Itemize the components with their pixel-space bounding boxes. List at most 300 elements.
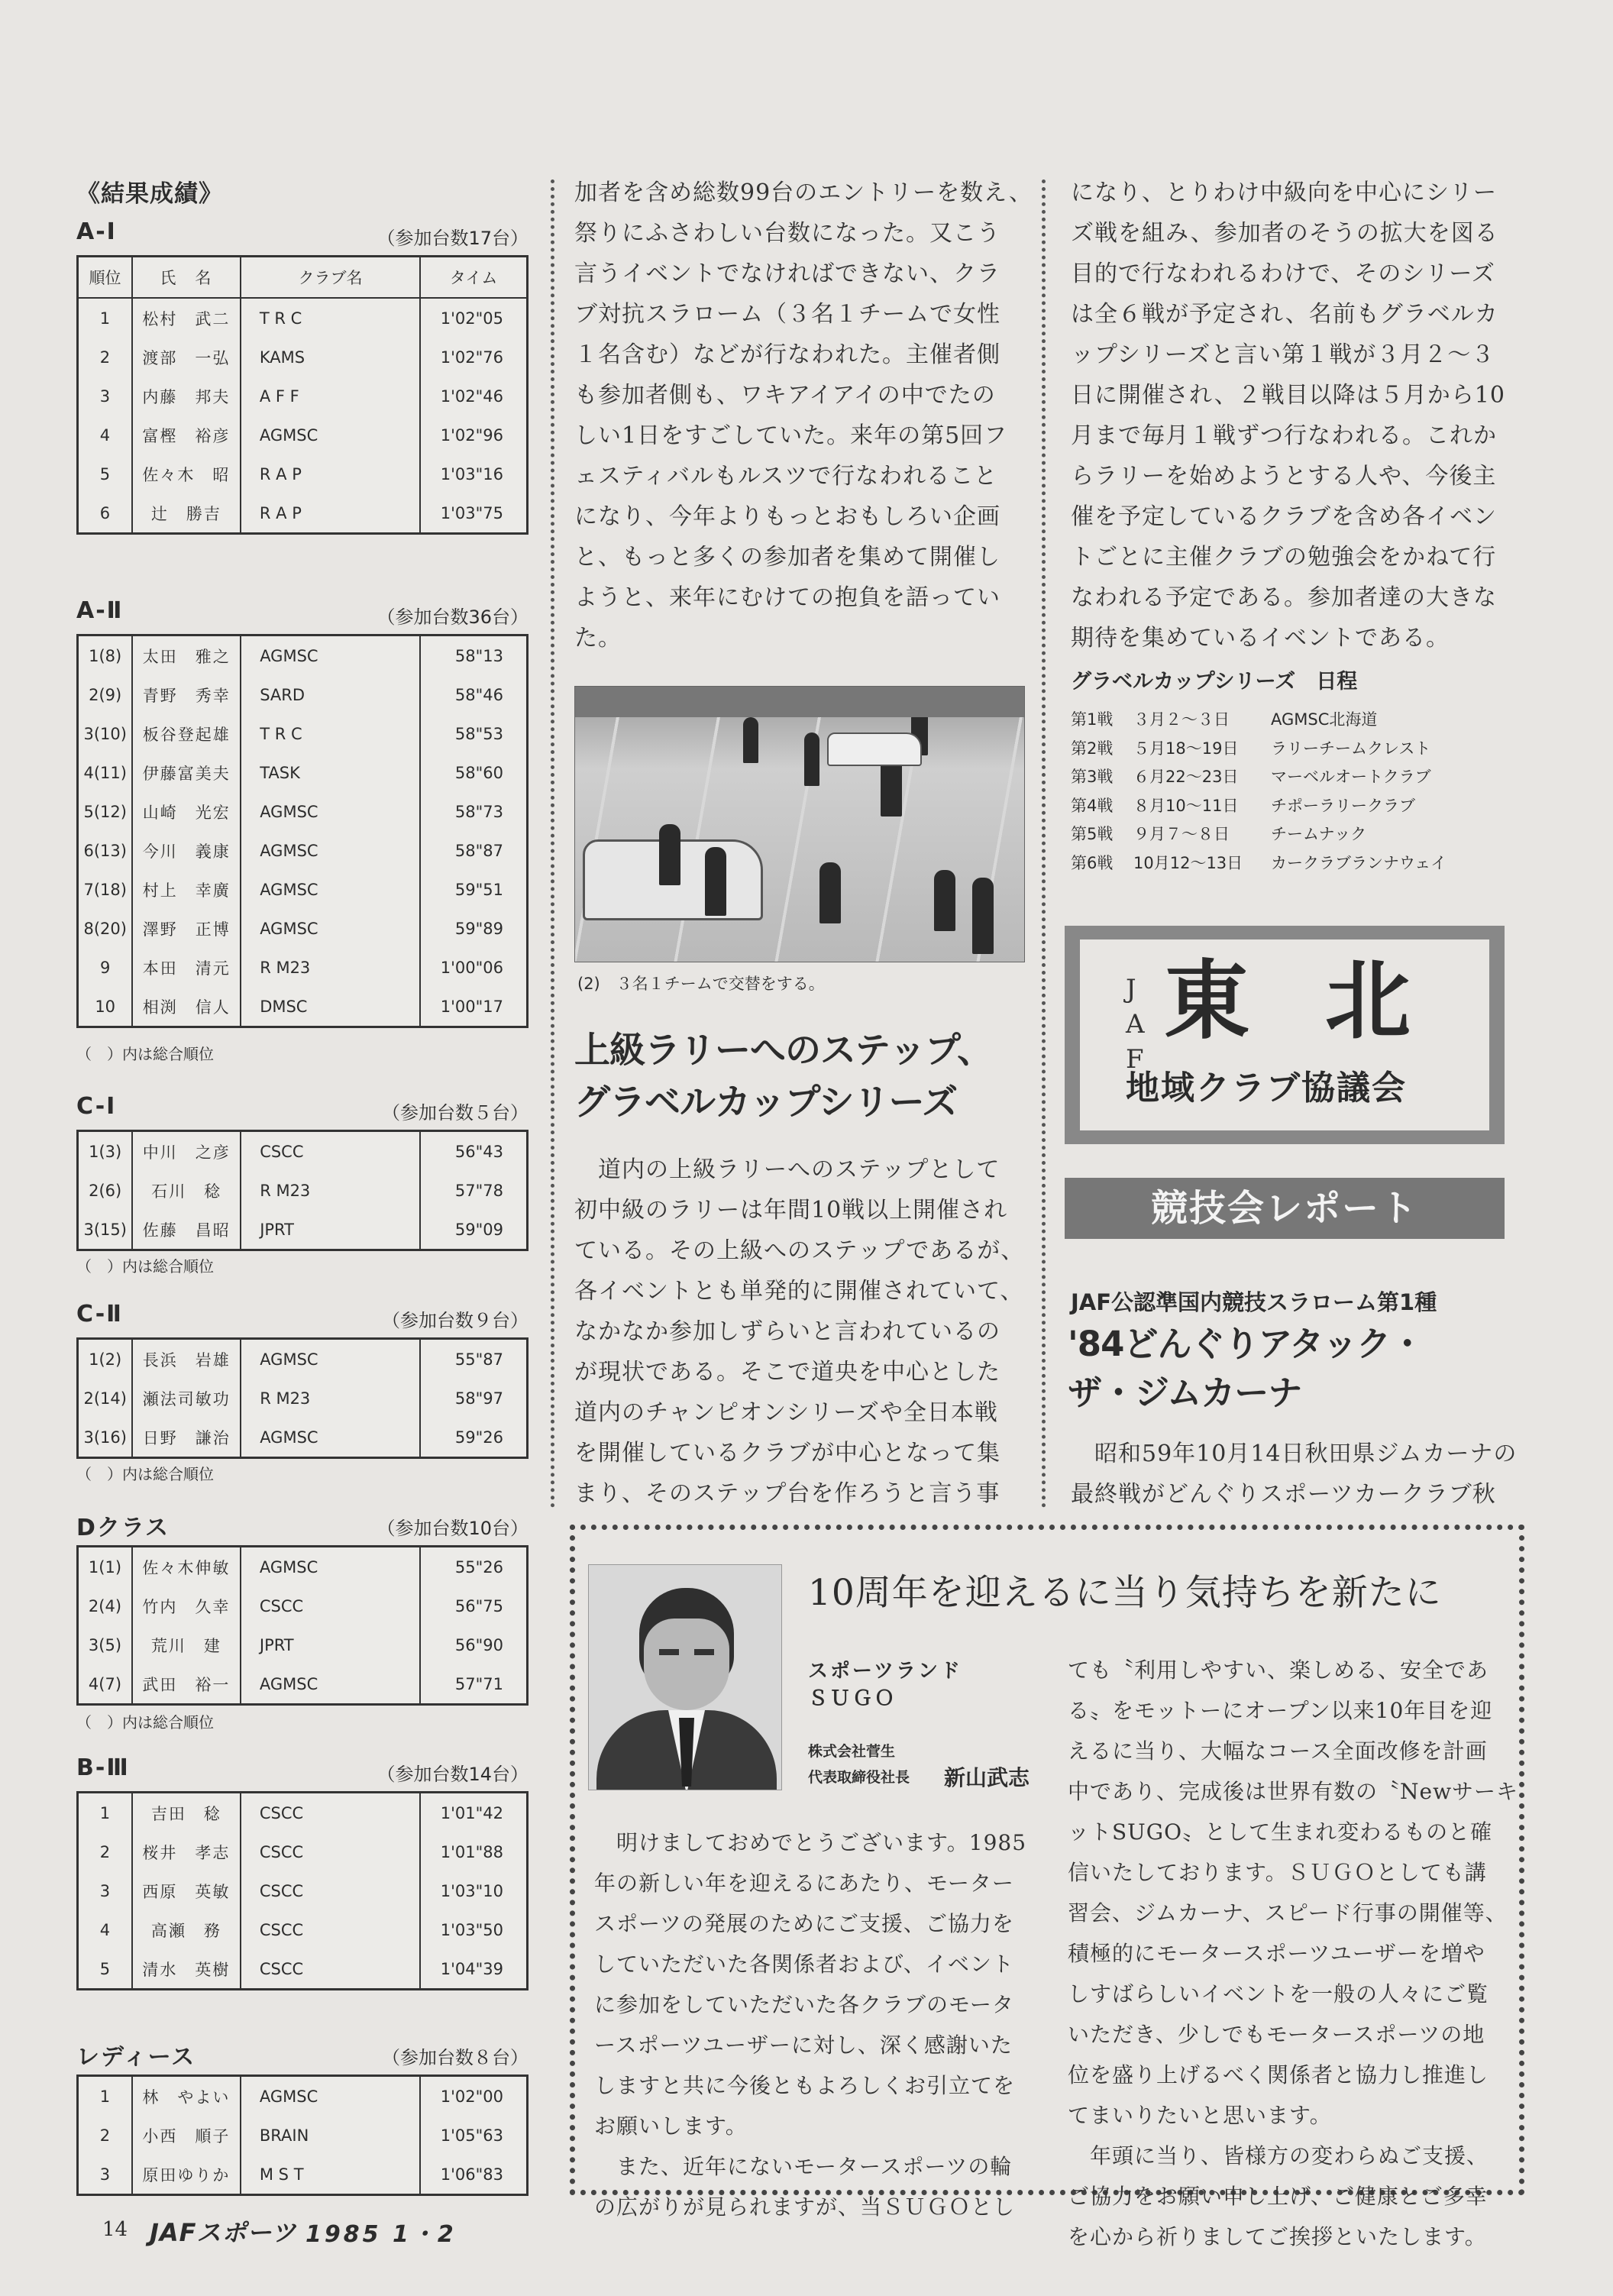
name-cell: 吉田 稔 xyxy=(132,1793,241,1833)
table-row xyxy=(78,1418,528,1458)
club-cell: CSCC xyxy=(241,1832,420,1871)
rank-cell: 3(5) xyxy=(78,1625,132,1664)
table-row xyxy=(78,714,528,753)
sugo-company: 株式会社菅生 代表取締役社長 xyxy=(808,1743,910,1786)
table-row xyxy=(78,1910,528,1949)
name-cell: 武田 裕一 xyxy=(132,1664,241,1705)
text-line: 目的で行なわれるわけで、そのシリーズ xyxy=(1071,260,1495,287)
entry-count: （参加台数５台） xyxy=(382,1102,529,1124)
text-line: 明けましておめでとうございます。1985 xyxy=(594,1830,1027,1855)
schedule-cell: 第2戦 xyxy=(1071,739,1114,758)
text-line: '84どんぐりアタック・ xyxy=(1068,1324,1424,1364)
name-cell: 富樫 裕彦 xyxy=(132,416,241,454)
sugo-title: 10周年を迎えるに当り気持ちを新たに xyxy=(808,1572,1442,1614)
time-cell: 58"13 xyxy=(454,646,503,665)
club-cell: AGMSC xyxy=(241,1339,420,1379)
time-cell: 1'02"05 xyxy=(440,309,503,328)
rank-cell: 6(13) xyxy=(78,831,133,870)
name-cell: 青野 秀幸 xyxy=(132,675,241,714)
text-line: トごとに主催クラブの勉強会をかねて行 xyxy=(1071,544,1497,571)
name-cell: 佐々木 昭 xyxy=(132,454,241,493)
class-header xyxy=(76,1509,529,1539)
logo-subtitle: 地域クラブ協議会 xyxy=(1126,1069,1407,1108)
name-cell: 内藤 邦夫 xyxy=(132,377,241,416)
time-cell: 1'06"83 xyxy=(440,2165,503,2184)
text-line: 年の新しい年を迎えるにあたり、モーター xyxy=(594,1871,1014,1896)
time-cell: 1'00"06 xyxy=(440,958,503,977)
tohoku-logo xyxy=(1065,926,1505,1144)
rank-cell: 8(20) xyxy=(78,909,133,948)
competition-report-banner: 競技会レポート xyxy=(1065,1178,1505,1239)
text-line: 道内の上級ラリーへのステップとして xyxy=(574,1156,1000,1183)
rank-cell: 3(15) xyxy=(78,1210,133,1250)
class-header xyxy=(76,1301,529,1331)
club-cell: AGMSC xyxy=(241,909,420,948)
time-cell: 1'03"75 xyxy=(440,503,503,522)
results-table xyxy=(76,634,529,1028)
text-line: ても〝利用しやすい、楽しめる、安全であ xyxy=(1068,1657,1489,1683)
name-cell: 今川 義康 xyxy=(132,831,241,870)
text-line: 年頭に当り、皆様方の変わらぬご支援、 xyxy=(1068,2143,1489,2168)
text-line: も参加者側も、ワキアイアイの中でたの xyxy=(574,382,996,409)
name-cell: 伊藤富美夫 xyxy=(132,753,241,792)
time-cell: 57"78 xyxy=(454,1181,503,1200)
club-cell: AGMSC xyxy=(241,2076,420,2117)
rank-cell: 2(9) xyxy=(78,675,133,714)
text-line: 各イベントとも単発的に開催されていて、 xyxy=(574,1278,1024,1305)
rank-cell: 10 xyxy=(78,987,133,1027)
rank-cell: 5 xyxy=(78,454,132,493)
text-line: しますと共に今後ともよろしくお引立てを xyxy=(594,2073,1016,2098)
time-cell: 58"73 xyxy=(454,802,503,821)
club-cell: R A P xyxy=(241,493,420,534)
text-line: グラベルカップシリーズ xyxy=(574,1082,958,1124)
time-cell: 58"46 xyxy=(454,685,503,704)
schedule-cell: チームナック xyxy=(1271,825,1367,843)
table-row xyxy=(78,909,528,948)
text-line: 加者を含め総数99台のエントリーを数え、 xyxy=(574,179,1033,206)
table-row xyxy=(78,2116,528,2155)
time-cell: 59"26 xyxy=(454,1428,503,1447)
name-cell: 林 やよい xyxy=(132,2076,241,2117)
table-row xyxy=(78,1664,528,1705)
schedule-cell: 10月12～13日 xyxy=(1133,853,1243,872)
sugo-org: スポーツランド ＳＵＧＯ xyxy=(808,1660,962,1710)
name-cell: 太田 雅之 xyxy=(132,635,241,676)
name-cell: 村上 幸廣 xyxy=(132,870,241,909)
club-cell: R M23 xyxy=(241,1171,420,1210)
table-row xyxy=(78,377,528,416)
schedule-cell: ８月10～11日 xyxy=(1133,796,1239,815)
class-header xyxy=(76,597,529,628)
text-line: 信いたしております。ＳＵＧＯとしても講 xyxy=(1068,1860,1487,1885)
logo-region: 東 北 xyxy=(1164,952,1434,1051)
time-cell: 1'01"42 xyxy=(440,1803,503,1822)
table-row xyxy=(78,987,528,1027)
logo-jaf: J A F xyxy=(1126,974,1145,1075)
table-row xyxy=(78,1547,528,1587)
name-cell: 辻 勝吉 xyxy=(132,493,241,534)
text-line: ブ対抗スラローム（３名１チームで女性 xyxy=(574,301,1000,328)
text-line: ている。その上級へのステップであるが、 xyxy=(574,1237,1025,1264)
club-cell: A F F xyxy=(241,377,420,416)
time-cell: 1'02"46 xyxy=(440,386,503,406)
text-line: なかなか参加しずらいと言われているの xyxy=(574,1318,1000,1345)
schedule-cell: 第1戦 xyxy=(1071,710,1114,729)
text-line: てまいりたいと思います。 xyxy=(1068,2103,1332,2128)
name-cell: 石川 稔 xyxy=(132,1171,241,1210)
name-cell: 板谷登起雄 xyxy=(132,714,241,753)
name-cell: 西原 英敏 xyxy=(132,1871,241,1910)
text-line: を開催しているクラブが中心となって集 xyxy=(574,1440,1000,1467)
text-line: ご協力をお願い申し上げ、ご健康とご多幸 xyxy=(1068,2184,1488,2209)
text-line: は全６戦が予定され、名前もグラベルカ xyxy=(1071,301,1498,328)
schedule-cell: ラリーチームクレスト xyxy=(1271,739,1431,758)
table-row xyxy=(78,675,528,714)
club-cell: CSCC xyxy=(241,1586,420,1625)
schedule-row xyxy=(1071,851,1469,880)
header-rank: 順位 xyxy=(78,257,132,299)
event-photo xyxy=(574,686,1025,962)
name-cell: 中川 之彦 xyxy=(132,1131,241,1172)
club-cell: AGMSC xyxy=(241,1418,420,1458)
sugo-body-left xyxy=(594,1822,1052,2227)
text-line: しすばらしいイベントを一般の人々にご覧 xyxy=(1068,1981,1489,2007)
donguri-article-body xyxy=(1071,1434,1529,1515)
overall-rank-note: （ ）内は総合順位 xyxy=(76,1713,214,1732)
table-row xyxy=(78,1625,528,1664)
text-line: を心から祈りましてご挨拶といたします。 xyxy=(1068,2224,1487,2249)
rank-cell: 3(16) xyxy=(78,1418,133,1458)
text-line: 昭和59年10月14日秋田県ジムカーナの xyxy=(1071,1441,1518,1467)
text-line: 祭りにふさわしい台数になった。又こう xyxy=(574,220,1000,247)
magazine-name: JAFスポーツ xyxy=(150,2218,297,2247)
schedule-cell: ９月７～８日 xyxy=(1133,825,1230,843)
club-cell: CSCC xyxy=(241,1871,420,1910)
entry-count: （参加台数９台） xyxy=(382,1310,529,1331)
text-line: 道内のチャンピオンシリーズや全日本戦 xyxy=(574,1399,998,1426)
schedule-title: グラベルカップシリーズ 日程 xyxy=(1071,670,1358,694)
rank-cell: 3 xyxy=(78,2155,132,2195)
club-cell: M S T xyxy=(241,2155,420,2195)
club-cell: AGMSC xyxy=(241,870,420,909)
header-name: 氏 名 xyxy=(132,257,241,299)
schedule-row xyxy=(1071,794,1469,823)
schedule-cell: AGMSC北海道 xyxy=(1271,710,1378,729)
schedule-row xyxy=(1071,765,1469,794)
text-line: まり、そのステップ台を作ろうと言う事 xyxy=(574,1480,1000,1507)
table-row xyxy=(78,1586,528,1625)
results-table xyxy=(76,255,529,535)
text-line: 催を予定しているクラブを含め各イベン xyxy=(1071,503,1497,530)
overall-rank-note: （ ）内は総合順位 xyxy=(76,1045,214,1063)
table-row xyxy=(78,1171,528,1210)
schedule-row xyxy=(1071,822,1469,851)
text-line: ットSUGO〟として生まれ変わるものと確 xyxy=(1068,1819,1493,1845)
club-cell: CSCC xyxy=(241,1793,420,1833)
column-separator-right xyxy=(1042,179,1046,1509)
table-row xyxy=(78,831,528,870)
column-separator-left xyxy=(551,179,554,1509)
class-header xyxy=(76,218,529,249)
text-line: る〟をモットーにオープン以来10年目を迎 xyxy=(1068,1698,1493,1723)
rank-cell: 4(7) xyxy=(78,1664,132,1705)
name-cell: 渡部 一弘 xyxy=(132,338,241,377)
time-cell: 1'04"39 xyxy=(440,1959,503,1978)
gravel-article-continued xyxy=(1071,173,1529,658)
name-cell: 竹内 久幸 xyxy=(132,1586,241,1625)
rank-cell: 2(14) xyxy=(78,1379,133,1418)
name-cell: 山崎 光宏 xyxy=(132,792,241,831)
entry-count: （参加台数８台） xyxy=(382,2047,529,2068)
text-line: いただき、少しでもモータースポーツの地 xyxy=(1068,2022,1485,2047)
club-cell: T R C xyxy=(241,298,420,338)
class-name: A-Ⅱ xyxy=(76,597,124,624)
gravel-article-body xyxy=(574,1150,1033,1514)
text-line: しい1日をすごしていた。来年の第5回フ xyxy=(574,422,1008,449)
club-cell: TASK xyxy=(241,753,420,792)
rank-cell: 1(3) xyxy=(78,1131,133,1172)
rank-cell: 1 xyxy=(78,298,132,338)
name-cell: 荒川 建 xyxy=(132,1625,241,1664)
schedule-cell: チポーラリークラブ xyxy=(1271,796,1415,815)
schedule-cell: 第4戦 xyxy=(1071,796,1114,815)
text-line: になり、とりわけ中級向を中心にシリー xyxy=(1071,179,1497,206)
rank-cell: 1 xyxy=(78,2076,132,2117)
table-row xyxy=(78,870,528,909)
class-name: Dクラス xyxy=(76,1515,170,1541)
text-line: えるに当り、大幅なコース全面改修を計画 xyxy=(1068,1738,1488,1764)
table-row xyxy=(78,1210,528,1250)
class-header xyxy=(76,1093,529,1124)
rank-cell: 9 xyxy=(78,948,133,987)
text-line: が現状である。そこで道央を中心とした xyxy=(574,1359,1000,1386)
club-cell: CSCC xyxy=(241,1949,420,1990)
time-cell: 55"87 xyxy=(454,1350,503,1369)
class-header xyxy=(76,1754,529,1785)
club-cell: R M23 xyxy=(241,1379,420,1418)
time-cell: 59"51 xyxy=(454,880,503,899)
club-cell: R A P xyxy=(241,454,420,493)
header-club: クラブ名 xyxy=(241,257,420,299)
rank-cell: 2(6) xyxy=(78,1171,133,1210)
results-table xyxy=(76,1130,529,1251)
rank-cell: 1(1) xyxy=(78,1547,132,1587)
text-line: 言うイベントでなければできない、クラ xyxy=(574,260,1000,287)
overall-rank-note: （ ）内は総合順位 xyxy=(76,1465,214,1483)
time-cell: 57"71 xyxy=(454,1674,503,1693)
rank-cell: 1(8) xyxy=(78,635,133,676)
entry-count: （参加台数10台） xyxy=(377,1518,529,1539)
club-cell: CSCC xyxy=(241,1910,420,1949)
text-line: 積極的にモータースポーツユーザーを増や xyxy=(1068,1941,1485,1966)
name-cell: 本田 清元 xyxy=(132,948,241,987)
text-line: ザ・ジムカーナ xyxy=(1068,1373,1302,1413)
class-header xyxy=(76,2038,529,2071)
schedule-row xyxy=(1071,707,1469,736)
time-cell: 58"87 xyxy=(454,841,503,860)
rank-cell: 3 xyxy=(78,377,132,416)
table-row xyxy=(78,2155,528,2195)
header-time: タイム xyxy=(420,257,527,299)
text-line: ェスティバルもルスツで行なわれること xyxy=(574,463,998,490)
entry-count: （参加台数14台） xyxy=(377,1764,529,1785)
overall-rank-note: （ ）内は総合順位 xyxy=(76,1257,214,1276)
schedule-cell: マーベルオートクラブ xyxy=(1271,768,1431,786)
text-line: 最終戦がどんぐりスポーツカークラブ秋 xyxy=(1071,1481,1496,1508)
rank-cell: 1(2) xyxy=(78,1339,133,1379)
schedule-cell: 第3戦 xyxy=(1071,768,1114,786)
text-line: ようと、来年にむけての抱負を語ってい xyxy=(574,584,1000,611)
table-header-row xyxy=(78,257,528,299)
table-row xyxy=(78,1793,528,1833)
text-line: の広がりが見られますが、当ＳＵＧＯとし xyxy=(594,2194,1016,2220)
club-cell: JPRT xyxy=(241,1210,420,1250)
text-line: なわれる予定である。参加者達の大きな xyxy=(1071,584,1497,611)
text-line: 日に開催され、２戦目以降は５月から10 xyxy=(1071,382,1505,409)
text-line: スポーツの発展のためにご支援、ご協力を xyxy=(594,1911,1014,1936)
club-cell: R M23 xyxy=(241,948,420,987)
results-table xyxy=(76,1545,529,1706)
schedule-cell: カークラブランナウェイ xyxy=(1271,853,1447,872)
results-table xyxy=(76,1791,529,1990)
donguri-kicker: JAF公認準国内競技スラローム第1種 xyxy=(1071,1289,1437,1315)
page-number: 14 xyxy=(102,2218,128,2241)
time-cell: 1'01"88 xyxy=(440,1842,503,1861)
time-cell: 1'00"17 xyxy=(440,997,503,1016)
table-row xyxy=(78,493,528,534)
name-cell: 高瀬 務 xyxy=(132,1910,241,1949)
club-cell: AGMSC xyxy=(241,792,420,831)
name-cell: 桜井 孝志 xyxy=(132,1832,241,1871)
text-line: と、もっと多くの参加者を集めて開催し xyxy=(574,544,1000,571)
club-cell: DMSC xyxy=(241,987,420,1027)
rank-cell: 6 xyxy=(78,493,132,534)
club-cell: AGMSC xyxy=(241,1664,420,1705)
club-cell: AGMSC xyxy=(241,416,420,454)
time-cell: 1'02"76 xyxy=(440,348,503,367)
schedule-cell: 第5戦 xyxy=(1071,825,1114,843)
entry-count: （参加台数17台） xyxy=(377,228,529,249)
class-name: C-Ⅱ xyxy=(76,1301,123,1327)
club-cell: KAMS xyxy=(241,338,420,377)
article-continued-text xyxy=(574,173,1033,658)
time-cell: 58"53 xyxy=(454,724,503,743)
name-cell: 長浜 岩雄 xyxy=(132,1339,241,1379)
class-name: C-Ⅰ xyxy=(76,1093,117,1120)
name-cell: 相渕 信人 xyxy=(132,987,241,1027)
table-row xyxy=(78,753,528,792)
class-name: レディース xyxy=(76,2044,196,2071)
table-row xyxy=(78,2076,528,2117)
donguri-headline xyxy=(1068,1320,1424,1418)
text-line: 上級ラリーへのステップ、 xyxy=(574,1030,993,1072)
time-cell: 56"43 xyxy=(454,1142,503,1161)
club-cell: AGMSC xyxy=(241,635,420,676)
text-line: １名含む）などが行なわれた。主催者側 xyxy=(574,341,1000,368)
club-cell: AGMSC xyxy=(241,1547,420,1587)
text-line: 月まで毎月１戦ずつ行なわれる。これか xyxy=(1071,422,1497,449)
table-row xyxy=(78,1949,528,1990)
class-name: A-Ⅰ xyxy=(76,218,117,245)
time-cell: 1'03"50 xyxy=(440,1920,503,1939)
text-line: らラリーを始めようとする人や、今後主 xyxy=(1071,463,1497,490)
results-table xyxy=(76,2074,529,2196)
rank-cell: 5 xyxy=(78,1949,132,1990)
time-cell: 1'05"63 xyxy=(440,2126,503,2145)
time-cell: 58"60 xyxy=(454,763,503,782)
gravel-headline xyxy=(574,1025,992,1129)
text-line: ップシリーズと言い第１戦が３月２～３ xyxy=(1071,341,1495,368)
text-line: また、近年にないモータースポーツの輪 xyxy=(594,2154,1013,2179)
rank-cell: 2 xyxy=(78,2116,132,2155)
schedule-cell: 第6戦 xyxy=(1071,853,1114,872)
time-cell: 56"90 xyxy=(454,1635,503,1654)
time-cell: 1'03"16 xyxy=(440,464,503,483)
time-cell: 1'02"96 xyxy=(440,425,503,445)
text-line: ースポーツユーザーに対し、深く感謝いた xyxy=(594,2032,1013,2058)
table-row xyxy=(78,338,528,377)
text-line: していただいた各関係者および、イベント xyxy=(594,1952,1014,1977)
club-cell: T R C xyxy=(241,714,420,753)
text-line: に参加をしていただいた各クラブのモータ xyxy=(594,1992,1014,2017)
time-cell: 55"26 xyxy=(454,1557,503,1576)
text-line: 習会、ジムカーナ、スピード行事の開催等、 xyxy=(1068,1900,1508,1926)
table-row xyxy=(78,298,528,338)
table-row xyxy=(78,1871,528,1910)
table-row xyxy=(78,1339,528,1379)
schedule-row xyxy=(1071,736,1469,765)
class-name: B-Ⅲ xyxy=(76,1754,130,1781)
rank-cell: 2(4) xyxy=(78,1586,132,1625)
name-cell: 日野 謙治 xyxy=(132,1418,241,1458)
sugo-person: 新山武志 xyxy=(944,1765,1030,1790)
rank-cell: 5(12) xyxy=(78,792,133,831)
rank-cell: 3 xyxy=(78,1871,132,1910)
club-cell: BRAIN xyxy=(241,2116,420,2155)
schedule-cell: ６月22～23日 xyxy=(1133,768,1239,786)
issue-date: 1985 1・2 xyxy=(305,2221,457,2248)
name-cell: 瀬法司敏功 xyxy=(132,1379,241,1418)
text-line: お願いします。 xyxy=(594,2113,748,2139)
text-line: ズ戦を組み、参加者のそうの拡大を図る xyxy=(1071,220,1498,247)
club-cell: JPRT xyxy=(241,1625,420,1664)
text-line: た。 xyxy=(574,625,622,652)
entry-count: （参加台数36台） xyxy=(377,606,529,628)
name-cell: 松村 武二 xyxy=(132,298,241,338)
results-table xyxy=(76,1337,529,1459)
table-row xyxy=(78,1131,528,1172)
time-cell: 59"09 xyxy=(454,1220,503,1239)
name-cell: 原田ゆりか xyxy=(132,2155,241,2195)
results-title: 《結果成績》 xyxy=(76,180,223,208)
text-line: になり、今年よりもっとおもしろい企画 xyxy=(574,503,1000,530)
rank-cell: 4 xyxy=(78,1910,132,1949)
name-cell: 清水 英樹 xyxy=(132,1949,241,1990)
text-line: 中であり、完成後は世界有数の〝Newサーキ xyxy=(1068,1779,1519,1804)
rank-cell: 1 xyxy=(78,1793,132,1833)
text-line: 初中級のラリーは年間10戦以上開催され xyxy=(574,1197,1008,1224)
name-cell: 佐々木伸敏 xyxy=(132,1547,241,1587)
sugo-body-right xyxy=(1068,1650,1518,2257)
name-cell: 佐藤 昌昭 xyxy=(132,1210,241,1250)
name-cell: 澤野 正博 xyxy=(132,909,241,948)
rank-cell: 4 xyxy=(78,416,132,454)
schedule-list xyxy=(1071,707,1469,879)
table-row xyxy=(78,1832,528,1871)
time-cell: 56"75 xyxy=(454,1596,503,1615)
photo-caption: (2) ３名１チームで交替をする。 xyxy=(577,975,825,993)
